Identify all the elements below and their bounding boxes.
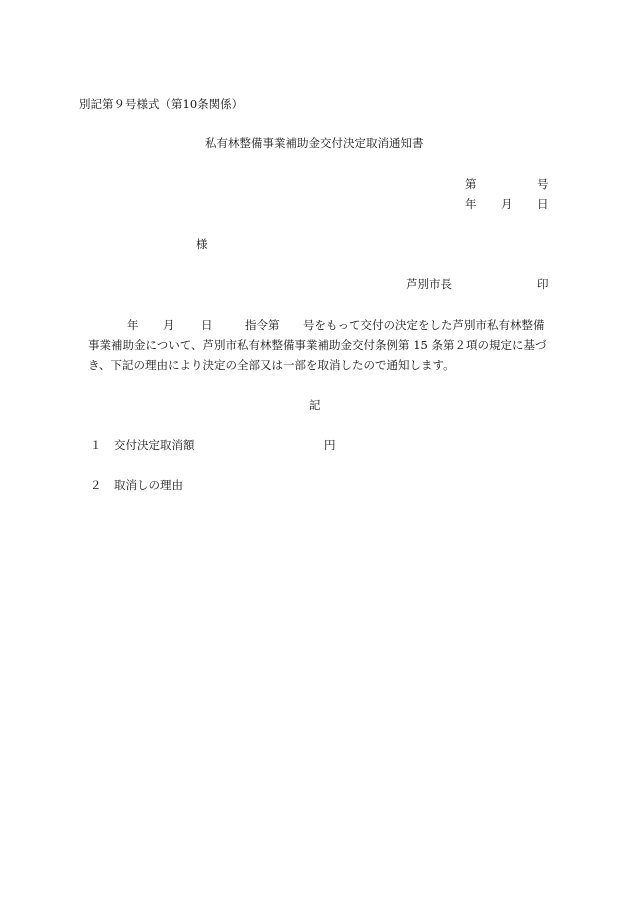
body-year: 年 (127, 318, 139, 332)
addressee-honorific: 様 (196, 237, 208, 251)
issuer-seal: 印 (537, 277, 549, 291)
body-day: 日 (201, 318, 213, 332)
date-month: 月 (501, 197, 513, 211)
number-suffix: 号 (537, 177, 549, 191)
item-label: 交付決定取消額 (114, 438, 195, 452)
item-number: １ (90, 438, 102, 452)
number-prefix: 第 (465, 177, 477, 191)
body-line2: 事業補助金について、芦別市私有林整備事業補助金交付条例第 15 条第２項の規定に基づ (88, 338, 547, 352)
item-label: 取消しの理由 (114, 478, 183, 492)
document-title: 私有林整備事業補助金交付決定取消通知書 (205, 136, 424, 150)
body-order-prefix: 指令第 (245, 318, 280, 332)
form-label: 別記第９号様式（第10条関係） (79, 97, 244, 111)
body-line3: き、下記の理由により決定の全部又は一部を取消したので通知します。 (88, 358, 455, 372)
body-line1-rest: 号をもって交付の決定をした芦別市私有林整備 (303, 318, 545, 332)
issuer-name: 芦別市長 (406, 277, 452, 291)
body-month: 月 (163, 318, 175, 332)
date-day: 日 (537, 197, 549, 211)
item-number: ２ (90, 478, 102, 492)
date-year: 年 (465, 197, 477, 211)
ki-heading: 記 (309, 398, 321, 412)
item-unit: 円 (324, 438, 336, 452)
